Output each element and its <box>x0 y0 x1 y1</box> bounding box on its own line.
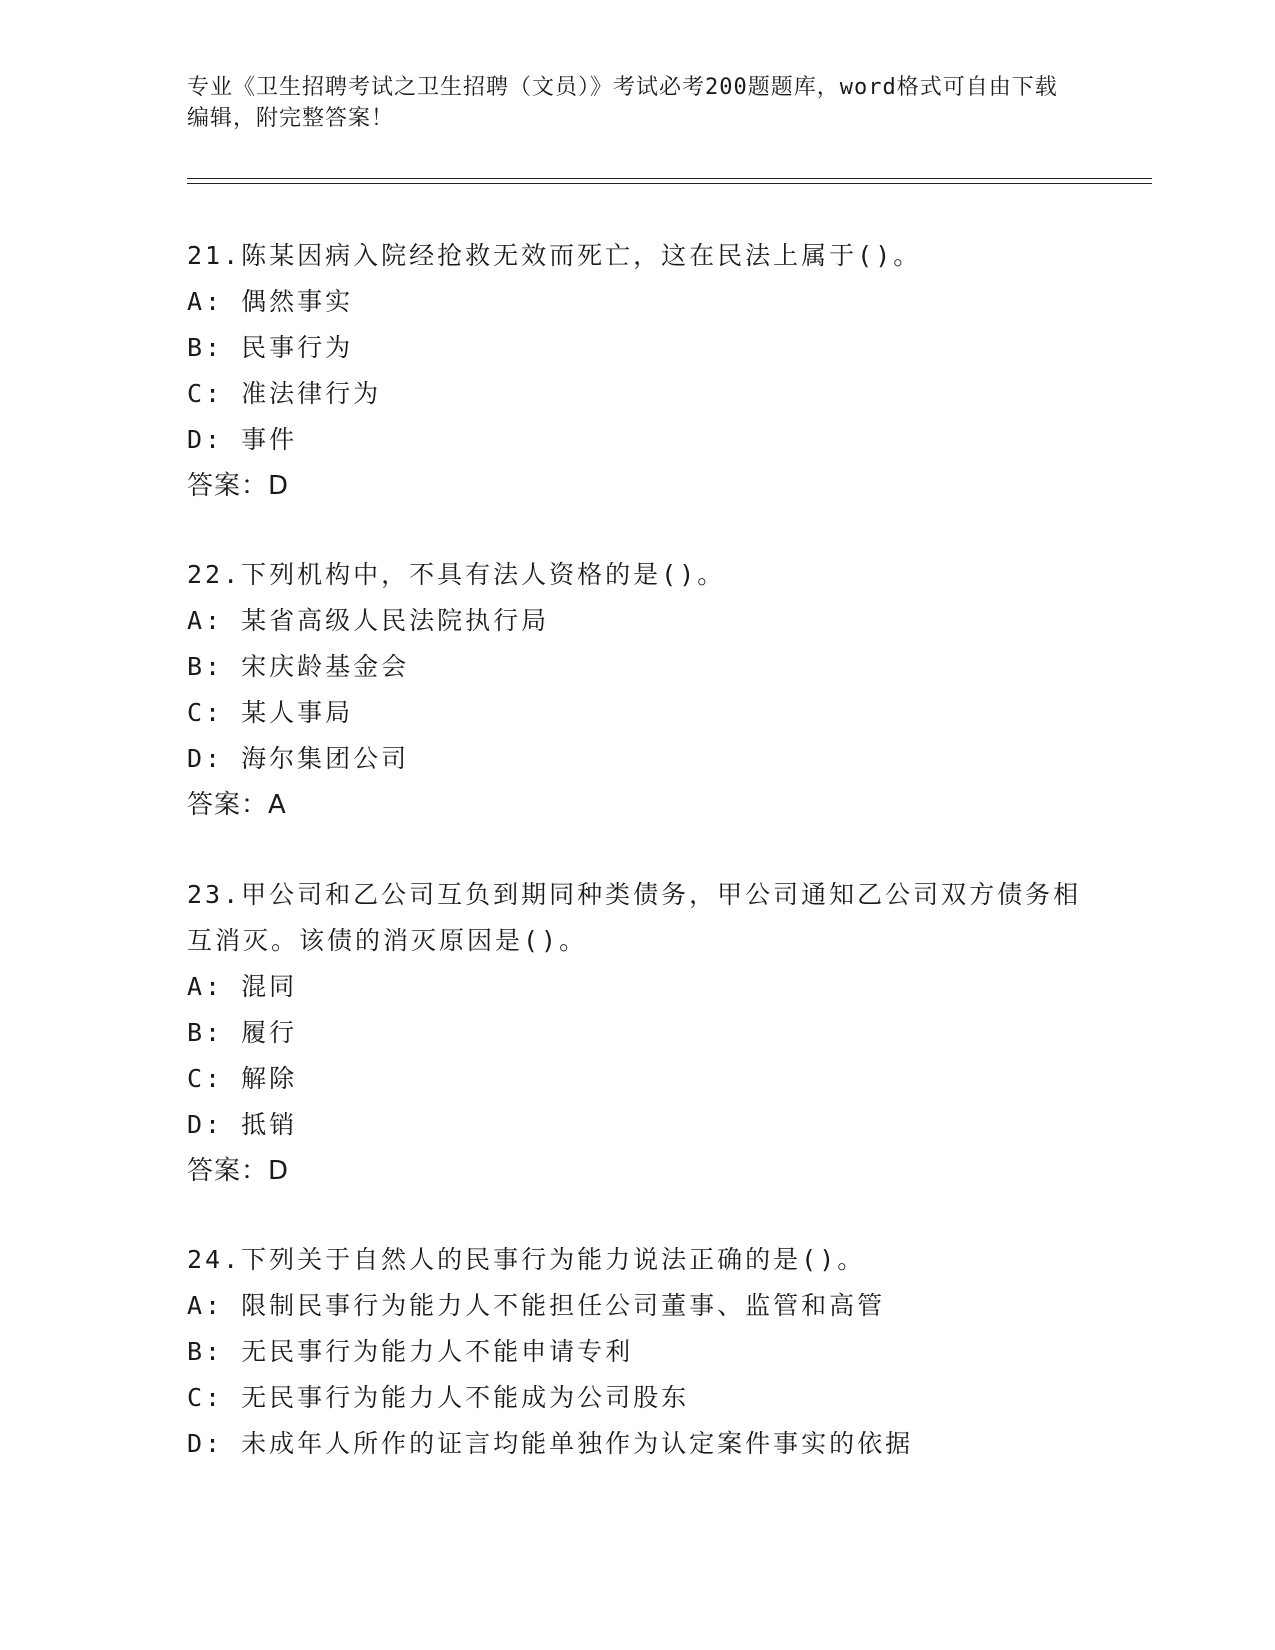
question-24 <box>187 1237 1087 1467</box>
option-b: B: 宋庆龄基金会 <box>187 652 410 681</box>
option-c: C: 无民事行为能力人不能成为公司股东 <box>187 1383 690 1412</box>
option-d: D: 未成年人所作的证言均能单独作为认定案件事实的依据 <box>187 1429 914 1458</box>
question-text: 22.下列机构中，不具有法人资格的是()。 <box>187 560 726 589</box>
option-a: A: 限制民事行为能力人不能担任公司董事、监管和高管 <box>187 1291 886 1320</box>
question-text: 24.下列关于自然人的民事行为能力说法正确的是()。 <box>187 1245 866 1274</box>
header-divider-top <box>187 178 1152 179</box>
answer: 答案：D <box>187 1156 290 1186</box>
question-text: 23.甲公司和乙公司互负到期同种类债务，甲公司通知乙公司双方债务相互消灭。该债的消灭原因是()。 <box>187 880 1082 955</box>
question-text: 21.陈某因病入院经抢救无效而死亡，这在民法上属于()。 <box>187 241 922 270</box>
question-21 <box>187 233 1087 509</box>
option-b: B: 民事行为 <box>187 333 354 362</box>
header-divider-bottom <box>187 183 1152 184</box>
option-d: D: 抵销 <box>187 1110 298 1139</box>
option-a: A: 某省高级人民法院执行局 <box>187 606 550 635</box>
option-c: C: 准法律行为 <box>187 379 382 408</box>
document-header: 专业《卫生招聘考试之卫生招聘（文员）》考试必考200题题库，word格式可自由下载编辑，附完整答案！ <box>187 75 1058 131</box>
option-a: A: 混同 <box>187 972 298 1001</box>
option-d: D: 事件 <box>187 425 298 454</box>
question-23 <box>187 872 1087 1194</box>
answer: 答案：A <box>187 790 287 820</box>
option-b: B: 履行 <box>187 1018 298 1047</box>
option-a: A: 偶然事实 <box>187 287 354 316</box>
question-22 <box>187 552 1087 828</box>
option-c: C: 解除 <box>187 1064 298 1093</box>
option-d: D: 海尔集团公司 <box>187 744 410 773</box>
option-c: C: 某人事局 <box>187 698 354 727</box>
answer: 答案：D <box>187 471 290 501</box>
option-b: B: 无民事行为能力人不能申请专利 <box>187 1337 634 1366</box>
